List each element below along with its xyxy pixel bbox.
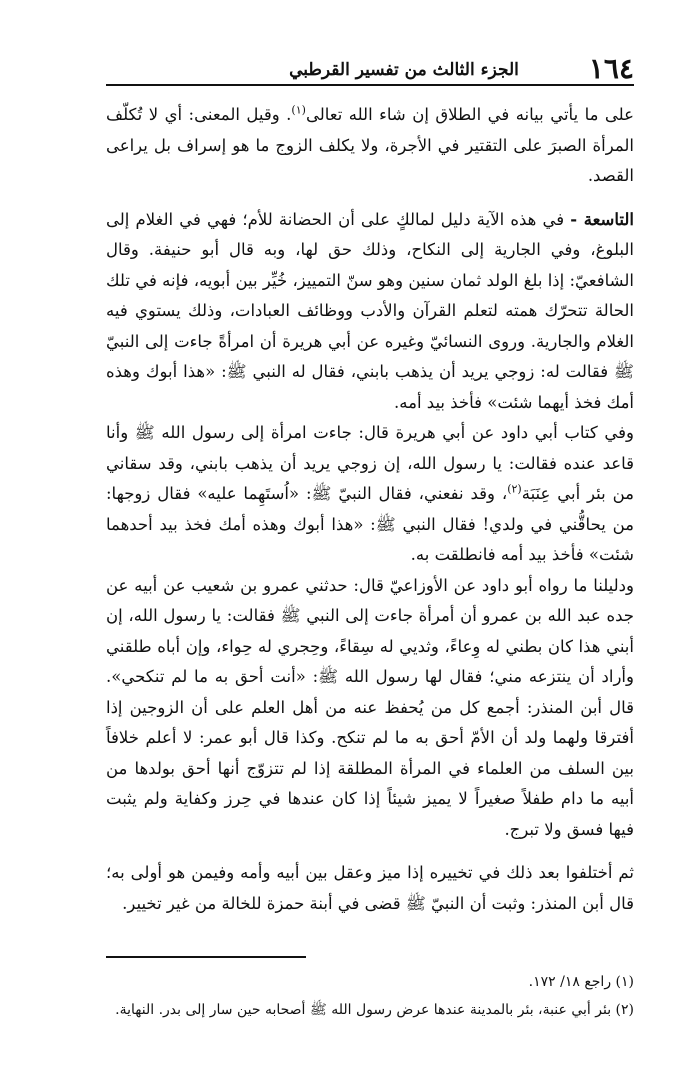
- paragraph: [106, 858, 634, 919]
- main-text: [106, 100, 634, 919]
- paragraph: [106, 205, 634, 419]
- footnote-separator-wrap: [106, 956, 634, 968]
- paragraph: [106, 100, 634, 192]
- footnote-separator: [106, 956, 306, 958]
- footnote: (١) راجع ١٨/ ١٧٢.: [528, 974, 634, 990]
- section-heading: التاسعة -: [570, 209, 635, 229]
- footnote-marker: (٢): [507, 482, 522, 496]
- footnote-marker: (١): [291, 103, 306, 117]
- paragraph-text: ، وقد نفعني، فقال النبيّ ﷺ: «اُستَهِما عليه» فقال زوجها: من يحاقُّني في ولدي! فقال النبي ﷺ: «هذا أبوك وهذه أمك فخذ بيد أحدهما شئت» فأخذ بيد أمه فانطلقت به.: [106, 484, 634, 564]
- page-header: [106, 48, 634, 86]
- running-title: الجزء الثالث من تفسير القرطبي: [289, 60, 519, 80]
- paragraph-text: على ما يأتي بيانه في الطلاق إن شاء الله تعالى: [305, 105, 634, 124]
- paragraph-text: ثم أختلفوا بعد ذلك في تخييره إذا ميز وعقل بين أبيه وأمه وفيمن هو أولى به؛ قال أبن المنذر: وثبت أن النبيّ ﷺ قضى في أبنة حمزة للخالة من غير تخيير.: [106, 863, 634, 913]
- page-number: ١٦٤: [588, 52, 634, 85]
- paragraph-text: وفي كتاب أبي داود عن أبي هريرة قال: جاءت امرأة إلى رسول الله ﷺ وأنا قاعد عنده فقالت: يا رسول الله، إن زوجي يريد أن يذهب بابني، وقد سقاني من بئر أبي عِنَبَة: [106, 423, 634, 503]
- paragraph-text: . وقيل المعنى: أي لا تُكلّف المرأة الصبرَ على التقتير في الأجرة، ولا يكلف الزوج ما هو إسراف بل يراعى القصد.: [106, 105, 634, 185]
- footnotes: [106, 956, 634, 1024]
- footnote: (٢) بئر أبي عنبة، بئر بالمدينة عندها عرض رسول الله ﷺ أصحابه حين سار إلى بدر. النهاية.: [115, 1002, 634, 1018]
- paragraph: [106, 571, 634, 846]
- paragraph-text: في هذه الآية دليل لمالكٍ على أن الحضانة للأم؛ فهي في الغلام إلى البلوغ، وفي الجارية إلى النكاح، وذلك حق لها، وبه قال أبو حنيفة. وقال الشافعيّ: إذا بلغ الولد ثمان سنين وهو سنّ التمييز، خُيِّر بين أبويه، فإنه في تلك الحالة تتحرّك همته لتعلم القرآن والأدب ووظائف العبادات، وذلك يستوي فيه الغلام والجارية. وروى النسائيّ وغيره عن أبي هريرة أن امرأةً جاءت إلى النبيّ ﷺ فقالت له: زوجي يريد أن يذهب بابني، فقال له النبي ﷺ: «هذا أبوك وهذه أمك فخذ أيهما شئت» فأخذ بيد أمه.: [106, 209, 634, 412]
- paragraph: [106, 418, 634, 571]
- paragraph-text: ودليلنا ما رواه أبو داود عن الأوزاعيّ قال: حدثني عمرو بن شعيب عن أبيه عن جده عبد الله بن عمرو أن أمرأة جاءت إلى النبي ﷺ فقالت: يا رسول الله، إن أبني هذا كان بطني له وِعاءً، وثديي له سِقاءً، وحِجري له حِواء، وإن أباه طلقني وأراد أن ينتزعه مني؛ فقال لها رسول الله ﷺ: «أنت أحق به ما لم تنكحي». قال أبن المنذر: أجمع كل من يُحفظ عنه من أهل العلم على أن الزوجين إذا أفترقا ولهما ولد أن الأمّ أحق به ما لم تنكح. وكذا قال أبو عمر: لا أعلم خلافاً بين السلف من العلماء في المرأة المطلقة إذا لم تتزوّج أنها أحق بولدها من أبيه ما دام طفلاً صغيراً لا يميز شيئاً إذا كان عندها في حِرز وكفاية ولم يثبت فيها فسق ولا تبرج.: [106, 575, 635, 839]
